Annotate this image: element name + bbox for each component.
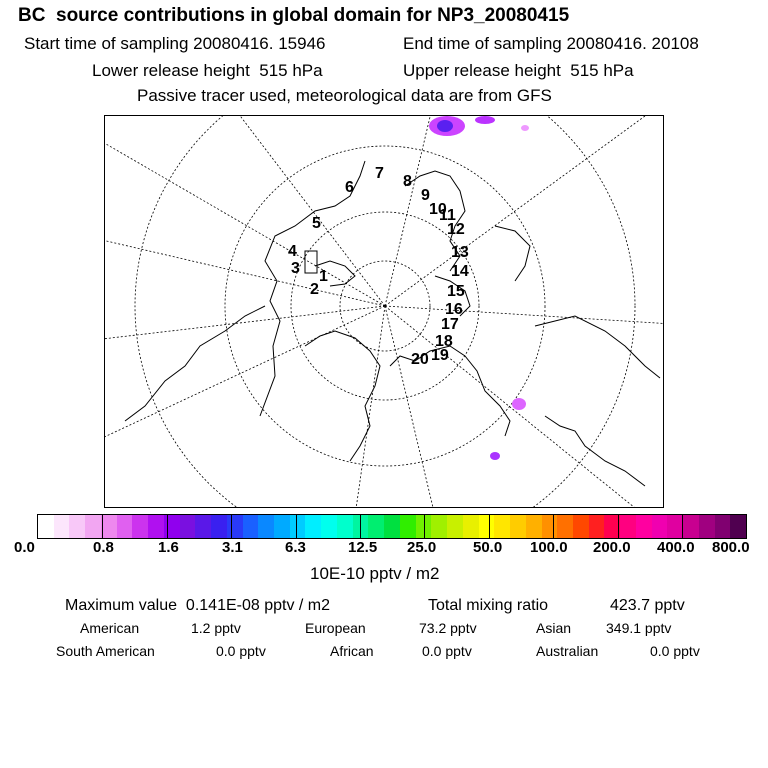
coastlines	[125, 161, 660, 486]
colorbar-segment	[463, 515, 479, 538]
colorbar-divider	[489, 515, 490, 538]
trajectory-point-label: 16	[445, 301, 463, 318]
trajectory-point-label: 13	[451, 244, 469, 261]
tracer-note: Passive tracer used, meteorological data are from GFS	[137, 86, 552, 105]
colorbar-segment	[305, 515, 321, 538]
trajectory-point-label: 1	[319, 268, 328, 285]
colorbar-segment	[85, 515, 101, 538]
australian-value: 0.0 pptv	[650, 643, 700, 659]
map-graphic	[105, 116, 663, 507]
colorbar-unit: 10E-10 pptv / m2	[310, 564, 440, 583]
map-title: BC source contributions in global domain for NP3_20080415	[18, 5, 570, 26]
colorbar-divider	[360, 515, 361, 538]
trajectory-point-label: 8	[403, 173, 412, 190]
trajectory-point-label: 4	[288, 243, 297, 260]
colorbar-segment	[526, 515, 542, 538]
colorbar-tick-label: 400.0	[657, 539, 695, 556]
american-value: 1.2 pptv	[191, 620, 241, 636]
colorbar-segment	[589, 515, 605, 538]
colorbar-segment	[274, 515, 290, 538]
colorbar-segment	[494, 515, 510, 538]
colorbar-segment	[117, 515, 133, 538]
colorbar-divider	[424, 515, 425, 538]
colorbar-divider	[682, 515, 683, 538]
african-value: 0.0 pptv	[422, 643, 472, 659]
colorbar-divider	[553, 515, 554, 538]
colorbar-segment	[132, 515, 148, 538]
colorbar-segment	[69, 515, 85, 538]
colorbar-tick-label: 6.3	[285, 539, 306, 556]
colorbar-segment	[195, 515, 211, 538]
trajectory-labels	[288, 165, 469, 368]
trajectory-point-label: 3	[291, 260, 300, 277]
graticule	[105, 116, 663, 507]
colorbar-tick-label: 0.8	[93, 539, 114, 556]
asian-value: 349.1 pptv	[606, 620, 672, 636]
colorbar-divider	[167, 515, 168, 538]
australian-label: Australian	[536, 643, 599, 659]
max-value: Maximum value 0.141E-08 pptv / m2	[65, 597, 331, 614]
colorbar-segment	[54, 515, 70, 538]
colorbar-tick-label: 100.0	[530, 539, 568, 556]
trajectory-point-label: 6	[345, 179, 354, 196]
colorbar-segment	[542, 515, 558, 538]
colorbar-segment	[243, 515, 259, 538]
colorbar-segment	[148, 515, 164, 538]
south-american-label: South American	[56, 643, 155, 659]
trajectory-point-label: 10	[429, 201, 447, 218]
colorbar-segment	[101, 515, 117, 538]
plume	[429, 116, 529, 460]
colorbar-segment	[227, 515, 243, 538]
colorbar-segment	[510, 515, 526, 538]
colorbar-segment	[258, 515, 274, 538]
colorbar-segment	[573, 515, 589, 538]
colorbar-segment	[211, 515, 227, 538]
colorbar-segment	[715, 515, 731, 538]
colorbar-segment	[38, 515, 54, 538]
trajectory-point-label: 12	[447, 221, 465, 238]
trajectory-point-label: 17	[441, 316, 459, 333]
colorbar-tick-label: 0.0	[14, 539, 35, 556]
trajectory-point-label: 15	[447, 283, 465, 300]
european-label: European	[305, 620, 366, 636]
colorbar-segment	[431, 515, 447, 538]
trajectory-point-label: 9	[421, 187, 430, 204]
colorbar-segment	[620, 515, 636, 538]
colorbar-segment	[384, 515, 400, 538]
colorbar-segment	[667, 515, 683, 538]
colorbar-divider	[102, 515, 103, 538]
start-time: Start time of sampling 20080416. 15946	[24, 34, 326, 53]
colorbar-tick-label: 800.0	[712, 539, 750, 556]
colorbar-segment	[368, 515, 384, 538]
trajectory-point-label: 20	[411, 351, 429, 368]
colorbar-segment	[290, 515, 306, 538]
total-value: 423.7 pptv	[610, 597, 685, 614]
colorbar-divider	[618, 515, 619, 538]
colorbar-segment	[180, 515, 196, 538]
asian-label: Asian	[536, 620, 572, 636]
lower-height: Lower release height 515 hPa	[92, 61, 323, 80]
trajectory-point-label: 5	[312, 215, 321, 232]
end-time: End time of sampling 20080416. 20108	[403, 34, 699, 53]
trajectory-point-label: 19	[431, 347, 449, 364]
colorbar-tick-label: 12.5	[348, 539, 378, 556]
colorbar-segment	[321, 515, 337, 538]
colorbar-segment	[337, 515, 353, 538]
colorbar-tick-label: 25.0	[407, 539, 437, 556]
colorbar-segment	[683, 515, 699, 538]
colorbar-tick-label: 3.1	[222, 539, 243, 556]
colorbar-segment	[730, 515, 746, 538]
colorbar-segment	[479, 515, 495, 538]
total-label: Total mixing ratio	[428, 597, 549, 614]
south-american-value: 0.0 pptv	[216, 643, 266, 659]
colorbar-tick-label: 50.0	[473, 539, 503, 556]
american-label: American	[80, 620, 140, 636]
colorbar-tick-label: 200.0	[593, 539, 631, 556]
african-label: African	[330, 643, 374, 659]
european-value: 73.2 pptv	[419, 620, 477, 636]
colorbar-segment	[447, 515, 463, 538]
trajectory-point-label: 7	[375, 165, 384, 182]
trajectory-point-label: 11	[439, 207, 456, 224]
colorbar-segment	[400, 515, 416, 538]
upper-height: Upper release height 515 hPa	[403, 61, 634, 80]
colorbar-segment	[652, 515, 668, 538]
colorbar-tick-label: 1.6	[158, 539, 179, 556]
colorbar	[37, 514, 747, 539]
trajectory-point-label: 14	[451, 263, 469, 280]
trajectory-point-label: 2	[310, 281, 319, 298]
colorbar-divider	[231, 515, 232, 538]
trajectory-point-label: 18	[435, 333, 453, 350]
colorbar-segment	[636, 515, 652, 538]
colorbar-divider	[296, 515, 297, 538]
colorbar-segment	[557, 515, 573, 538]
polar-map	[104, 115, 664, 508]
colorbar-segment	[699, 515, 715, 538]
